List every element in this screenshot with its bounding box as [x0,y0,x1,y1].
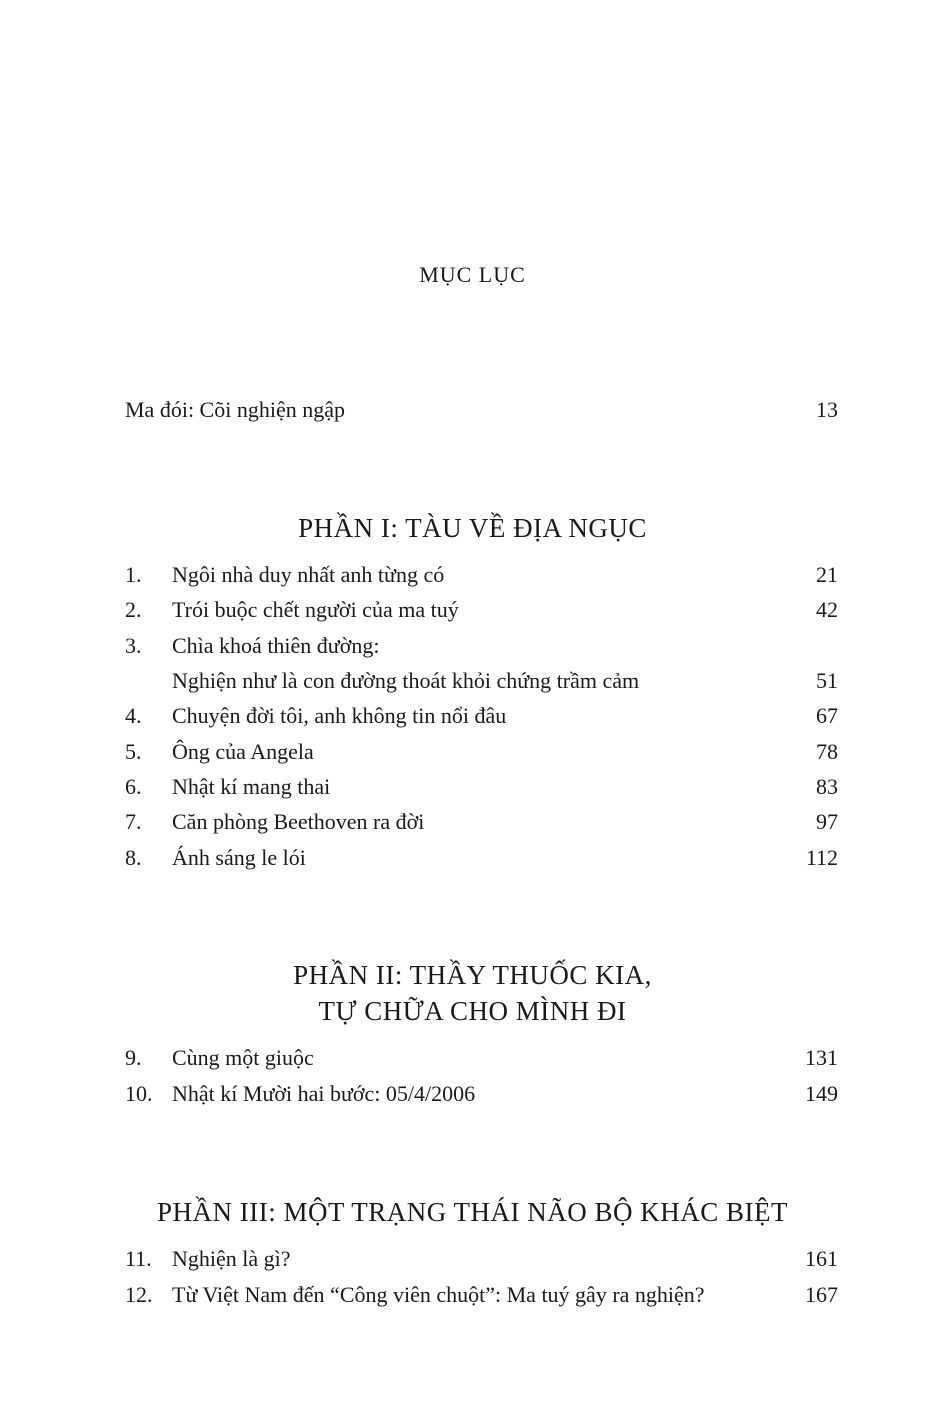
toc-entry-continuation[interactable] [125,666,838,696]
toc-entry[interactable] [125,631,838,661]
part-2-heading-line-1: PHẦN II: THẦY THUỐC KIA, [293,960,652,990]
toc-entry[interactable] [125,595,838,625]
toc-entry[interactable] [125,701,838,731]
entry-number: 2. [125,597,142,622]
entry-number: 6. [125,774,142,799]
entry-title: Ma đói: Cõi nghiện ngập [125,397,345,422]
entry-title: Căn phòng Beethoven ra đời [172,809,425,834]
entry-number: 11. [125,1246,152,1271]
entry-page-number: 149 [805,1081,838,1106]
toc-entry[interactable] [125,1244,838,1274]
entry-title: Nghiện là gì? [172,1246,291,1271]
entry-page-number: 78 [816,739,838,764]
toc-entry[interactable] [125,1280,838,1310]
entry-number: 3. [125,633,142,658]
entry-title: Ngôi nhà duy nhất anh từng có [172,562,445,587]
entry-title: Từ Việt Nam đến “Công viên chuột”: Ma tuý gây ra nghiện? [172,1282,705,1307]
entry-page-number: 42 [816,597,838,622]
entry-number: 10. [125,1081,153,1106]
toc-entry[interactable] [125,1079,838,1109]
toc-entry[interactable] [125,1043,838,1073]
entry-title: Nghiện như là con đường thoát khỏi chứng trầm cảm [172,668,640,693]
entry-number: 5. [125,739,142,764]
part-1-heading: PHẦN I: TÀU VỀ ĐỊA NGỤC [298,513,647,543]
entry-page-number: 112 [805,845,838,870]
toc-entry-intro[interactable] [125,395,838,425]
entry-title: Trói buộc chết người của ma tuý [172,597,459,622]
entry-title: Nhật kí mang thai [172,774,331,799]
entry-number: 4. [125,703,142,728]
entry-page-number: 13 [816,397,838,422]
entry-number: 1. [125,562,142,587]
toc-entry[interactable] [125,843,838,873]
entry-title: Chuyện đời tôi, anh không tin nổi đâu [172,703,507,728]
toc-entry[interactable] [125,807,838,837]
part-2-heading-line-2: TỰ CHỮA CHO MÌNH ĐI [318,996,627,1026]
toc-entry[interactable] [125,560,838,590]
entry-number: 7. [125,809,142,834]
entry-number: 12. [125,1282,153,1307]
entry-page-number: 131 [805,1045,838,1070]
toc-entry[interactable] [125,737,838,767]
entry-number: 8. [125,845,142,870]
entry-title: Nhật kí Mười hai bước: 05/4/2006 [172,1081,476,1106]
entry-page-number: 21 [816,562,838,587]
part-3-heading: PHẦN III: MỘT TRẠNG THÁI NÃO BỘ KHÁC BIỆT [157,1197,788,1227]
entry-title: Ông của Angela [172,739,314,764]
toc-entry[interactable] [125,772,838,802]
entry-page-number: 161 [805,1246,838,1271]
entry-title: Ánh sáng le lói [172,845,306,870]
entry-page-number: 97 [816,809,838,834]
entry-title: Chìa khoá thiên đường: [172,633,380,658]
page-title: MỤC LỤC [419,262,526,287]
entry-page-number: 167 [805,1282,838,1307]
entry-page-number: 51 [816,668,838,693]
entry-page-number: 67 [816,703,838,728]
entry-number: 9. [125,1045,142,1070]
entry-title: Cùng một giuộc [172,1045,314,1070]
entry-page-number: 83 [816,774,838,799]
